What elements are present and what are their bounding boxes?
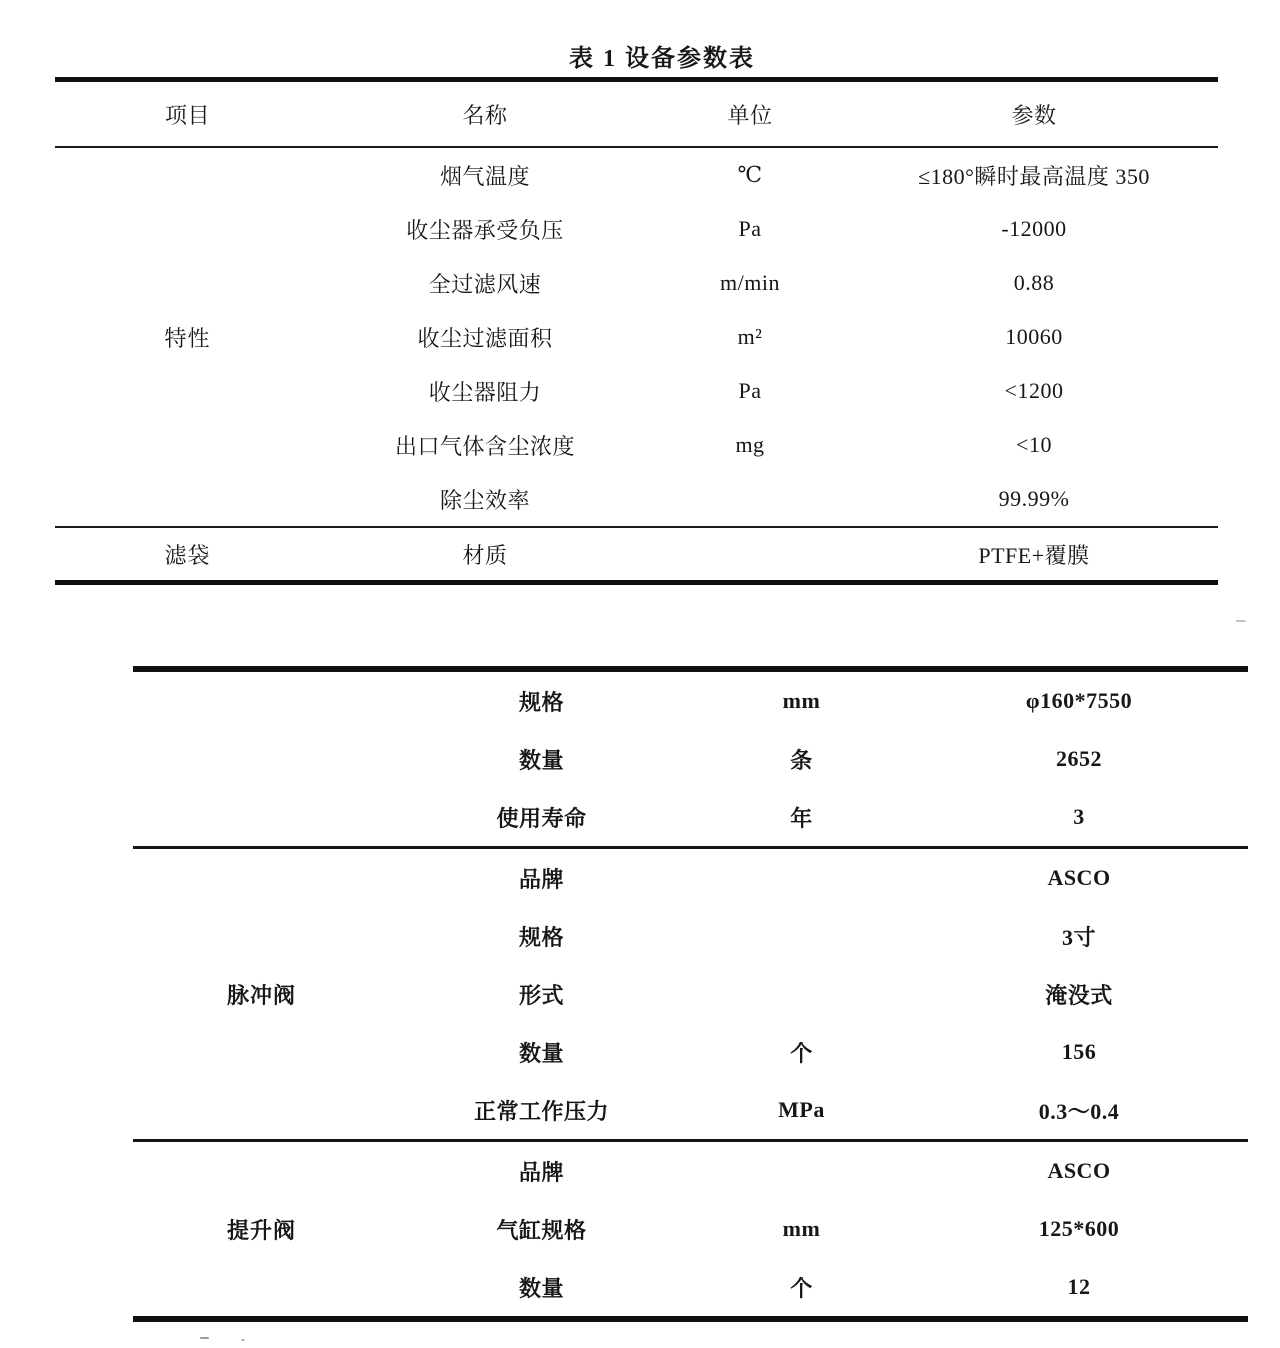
- name-cell: 规格: [518, 924, 564, 950]
- value-cell: PTFE+覆膜: [978, 542, 1090, 568]
- value-cell: 3: [1073, 804, 1085, 829]
- value-cell: 125*600: [1038, 1216, 1120, 1241]
- unit-cell: 个: [790, 1275, 813, 1301]
- table-row: [390, 730, 1248, 788]
- table-row: [320, 256, 1218, 310]
- table-row: [390, 849, 1248, 907]
- unit-cell: mg: [735, 432, 765, 457]
- unit-cell: mm: [782, 688, 821, 713]
- group-item-label: 滤袋: [164, 542, 211, 568]
- name-cell: 数量: [518, 1040, 564, 1066]
- unit-cell: 年: [790, 805, 813, 831]
- value-cell: <10: [1016, 432, 1052, 457]
- value-cell: 10060: [1005, 324, 1063, 349]
- group-item-label: 特性: [164, 325, 211, 351]
- name-cell: 正常工作压力: [473, 1098, 609, 1124]
- unit-cell: 条: [790, 747, 813, 773]
- name-cell: 全过滤风速: [428, 271, 542, 297]
- name-cell: 出口气体含尘浓度: [394, 433, 575, 459]
- table-row: [320, 310, 1218, 364]
- value-cell: 12: [1067, 1274, 1091, 1299]
- group-item-label: 提升阀: [226, 1217, 296, 1243]
- value-cell: 2652: [1056, 746, 1102, 771]
- name-cell: 数量: [518, 747, 564, 773]
- table-row: [320, 364, 1218, 418]
- table-row: [390, 1081, 1248, 1139]
- name-cell: 烟气温度: [439, 163, 530, 189]
- unit-cell: Pa: [738, 216, 762, 241]
- unit-cell: mm: [782, 1216, 821, 1241]
- group-lvdai: [55, 528, 1218, 580]
- scan-artifact: [200, 1337, 209, 1339]
- unit-cell: m²: [737, 324, 763, 349]
- value-cell: ASCO: [1047, 1158, 1111, 1183]
- group-maichongfa: [133, 849, 1248, 1139]
- equipment-table-lower: [133, 666, 1248, 1322]
- group-tishengfa: [133, 1142, 1248, 1316]
- table-row: [390, 965, 1248, 1023]
- group-texing: [55, 148, 1218, 526]
- name-cell: 材质: [462, 542, 508, 568]
- name-cell: 数量: [518, 1275, 564, 1301]
- unit-cell: ℃: [737, 162, 763, 187]
- unit-cell: Pa: [738, 378, 762, 403]
- value-cell: 3寸: [1061, 924, 1096, 950]
- value-cell: <1200: [1004, 378, 1064, 403]
- name-cell: 收尘器阻力: [428, 379, 542, 405]
- name-cell: 使用寿命: [496, 805, 587, 831]
- table-row: [390, 1200, 1248, 1258]
- value-cell: 0.88: [1013, 270, 1055, 295]
- value-cell: ASCO: [1047, 865, 1111, 890]
- name-cell: 气缸规格: [496, 1217, 587, 1243]
- table-row: [390, 672, 1248, 730]
- header-name: 名称: [462, 102, 508, 128]
- table-row: [390, 1142, 1248, 1200]
- table-row: [320, 472, 1218, 526]
- unit-cell: 个: [790, 1040, 813, 1066]
- table-row: [390, 1258, 1248, 1316]
- table-title: 表 1 设备参数表: [569, 46, 755, 72]
- scan-artifact: [241, 1339, 245, 1341]
- name-cell: 收尘过滤面积: [417, 325, 553, 351]
- value-cell: ≤180°瞬时最高温度 350: [918, 163, 1150, 189]
- table-row: [320, 418, 1218, 472]
- name-cell: 形式: [518, 982, 564, 1008]
- table-row: [390, 788, 1248, 846]
- table-header-row: [55, 82, 1218, 146]
- group-item-label: [133, 672, 390, 846]
- table-row: [320, 148, 1218, 202]
- header-unit: 单位: [727, 102, 773, 128]
- value-cell: 99.99%: [998, 486, 1070, 511]
- table-bottom-rule: [55, 580, 1218, 585]
- value-cell: 淹没式: [1045, 982, 1113, 1008]
- name-cell: 品牌: [518, 866, 564, 892]
- value-cell: -12000: [1001, 216, 1067, 241]
- group-item-label: 脉冲阀: [226, 982, 296, 1008]
- unit-cell: m/min: [720, 270, 780, 295]
- name-cell: 收尘器承受负压: [406, 217, 564, 243]
- name-cell: 除尘效率: [439, 487, 530, 513]
- value-cell: 156: [1061, 1039, 1097, 1064]
- table-row: [320, 528, 1218, 580]
- group-lvdai-continued: [133, 672, 1248, 846]
- header-parameter: 参数: [1011, 102, 1057, 128]
- table-row: [390, 907, 1248, 965]
- value-cell: 0.3～0.4: [1038, 1098, 1120, 1124]
- header-item: 项目: [164, 102, 210, 128]
- value-cell: φ160*7550: [1025, 688, 1133, 713]
- scan-artifact: [1236, 620, 1246, 622]
- name-cell: 品牌: [518, 1159, 564, 1185]
- name-cell: 规格: [518, 689, 564, 715]
- unit-cell: MPa: [778, 1097, 825, 1122]
- table-bottom-rule: [133, 1316, 1248, 1322]
- table-row: [320, 202, 1218, 256]
- equipment-table-upper: [55, 77, 1218, 585]
- table-row: [390, 1023, 1248, 1081]
